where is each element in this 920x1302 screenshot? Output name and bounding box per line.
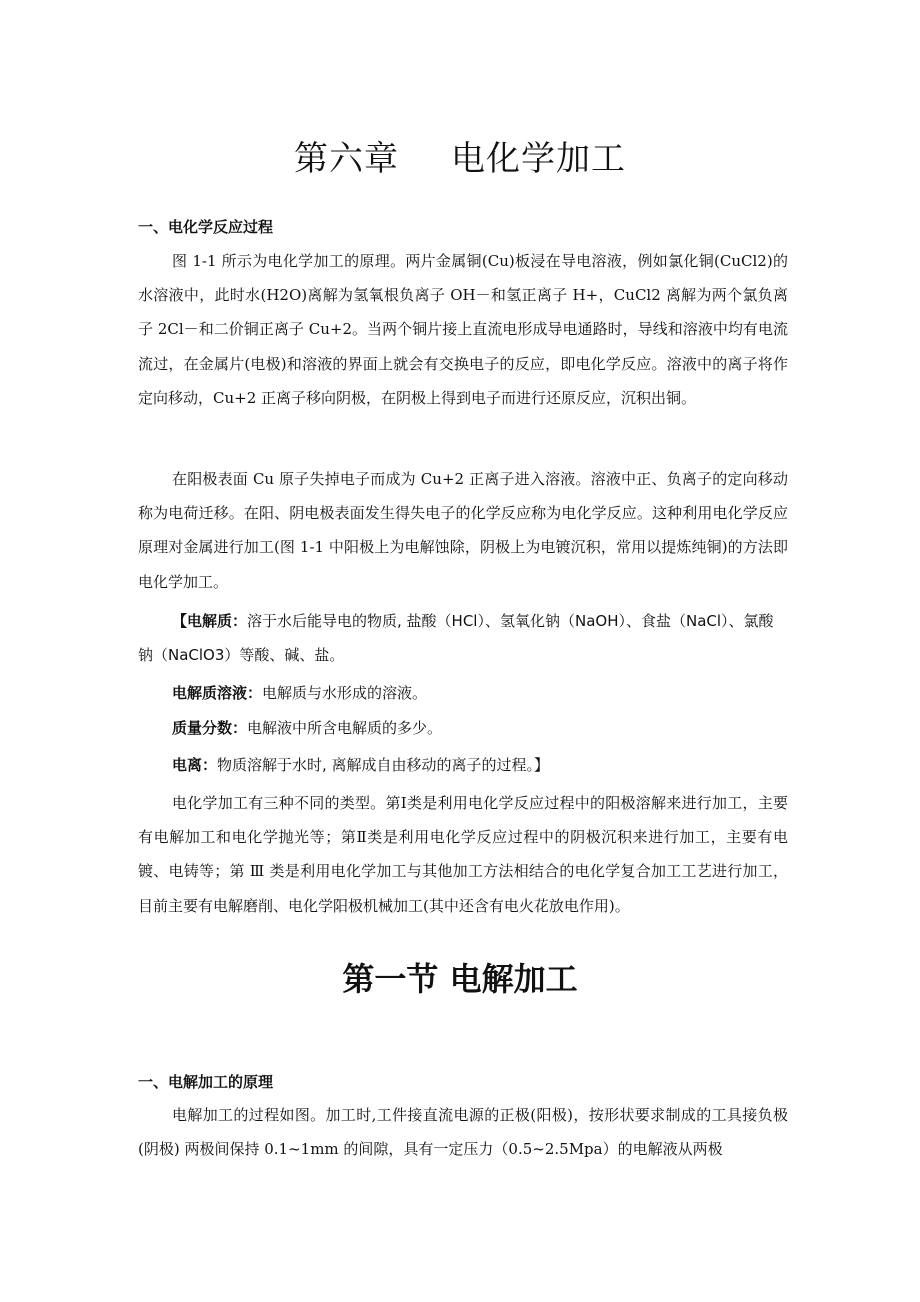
paragraph-three-types: 电化学加工有三种不同的类型。第Ⅰ类是利用电化学反应过程中的阳极溶解来进行加工，主要有电解加工和电化学抛光等；第Ⅱ类是利用电化学反应过程中的阴极沉积来进行加工，主要有电镀、电铸等；第 Ⅲ 类是利用电化学加工与其他加工方法相结合的电化学复合加工工艺进行加工，目前主要有电解磨削、电化学阳极机械加工(其中还含有电火花放电作用)。 xyxy=(138,794,788,915)
definition-term: 电解质溶液： xyxy=(172,684,263,702)
definition-mass-fraction xyxy=(138,711,788,745)
paragraph-machining-process: 电解加工的过程如图。加工时,工件接直流电源的正极(阳极)，按形状要求制成的工具接负极(阴极) 两极间保持 0.1~1mm 的间隙，具有一定压力（0.5~2.5Mpa）的电解液从两极 xyxy=(138,1106,788,1159)
definition-term: 【电解质： xyxy=(172,612,248,630)
definition-term: 电离： xyxy=(172,756,218,774)
definition-text: 电解液中所含电解质的多少。 xyxy=(247,719,443,737)
section-heading-machining-principle: 一、电解加工的原理 xyxy=(138,1073,274,1091)
definition-text: 电解质与水形成的溶液。 xyxy=(262,684,428,702)
definition-term: 质量分数： xyxy=(172,719,248,737)
section-heading-electrochemical-reaction: 一、电化学反应过程 xyxy=(138,218,274,236)
section-title-electrolytic-machining: 第一节 电解加工 xyxy=(342,960,578,998)
definition-electrolyte-solution xyxy=(138,676,788,710)
chapter-number: 第六章 xyxy=(294,139,399,179)
chapter-name: 电化学加工 xyxy=(451,139,626,179)
definition-electrolyte xyxy=(138,604,788,672)
paragraph-anode-surface: 在阳极表面 Cu 原子失掉电子而成为 Cu+2 正离子进入溶液。溶液中正、负离子的定向移动称为电荷迁移。在阳、阴电极表面发生得失电子的化学反应称为电化学反应。这种利用电化学反应原理对金属进行加工(图 1-1 中阳极上为电解蚀除，阴极上为电镀沉积，常用以提炼纯铜)的方法即电化学加工。 xyxy=(138,470,788,591)
definition-text: 溶于水后能导电的物质, 盐酸（HCl）、氢氧化钠（NaOH）、食盐（NaCl）、氯酸钠（NaClO3）等酸、碱、盐。 xyxy=(138,612,774,664)
definition-text: 物质溶解于水时, 离解成自由移动的离子的过程。】 xyxy=(217,756,550,774)
chapter-title xyxy=(0,134,920,184)
definition-ionization xyxy=(138,748,788,782)
paragraph-principle: 图 1-1 所示为电化学加工的原理。两片金属铜(Cu)板浸在导电溶液，例如氯化铜(CuCl2)的水溶液中，此时水(H2O)离解为氢氧根负离子 OH－和氢正离子 H+，CuCl2 离解为两个氯负离子 2Cl－和二价铜正离子 Cu+2。当两个铜片接上直流电形成导电通路时，导线和溶液中均有电流流过，在金属片(电极)和溶液的界面上就会有交换电子的反应，即电化学反应。溶液中的离子将作定向移动，Cu+2 正离子移向阴极，在阴极上得到电子而进行还原反应，沉积出铜。 xyxy=(138,252,788,407)
